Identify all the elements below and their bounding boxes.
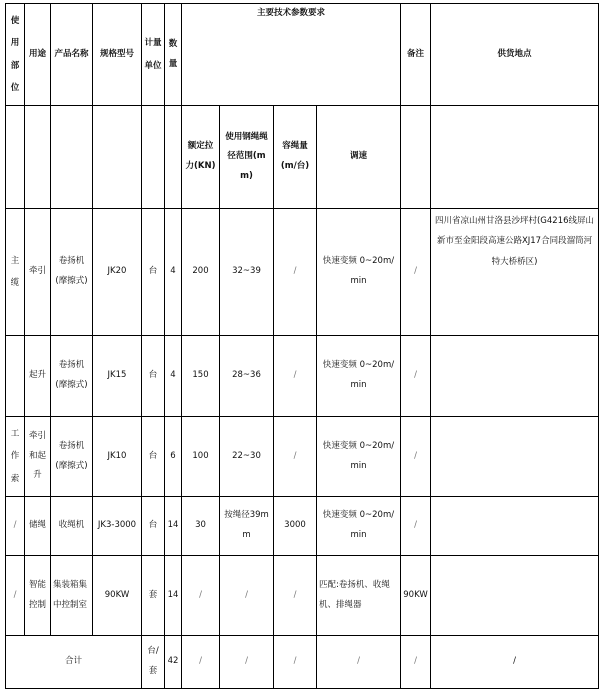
cell-qty: 6 (165, 417, 182, 497)
header-rope-range: 使用钢绳绳径范围(mm) (220, 106, 274, 209)
cell-qty: 4 (165, 336, 182, 417)
cell-remark: 90KW (401, 556, 431, 636)
cell-supply: 四川省凉山州甘洛县沙坪村(G4216线屏山新市至金阳段高速公路XJ17合同段溜筒河特大桥桥区) (431, 209, 599, 336)
cell-remark: / (401, 336, 431, 417)
table-row (6, 417, 599, 497)
cell-qty: 4 (165, 209, 182, 336)
total-label: 合计 (6, 636, 142, 689)
header-location: 使用部位 (6, 4, 25, 106)
cell-capacity: / (274, 209, 317, 336)
total-row (6, 636, 599, 689)
cell-model: JK20 (93, 209, 142, 336)
cell-unit: 台 (142, 417, 165, 497)
cell-rope: 按绳径39mm (220, 497, 274, 556)
cell-unit: 台 (142, 336, 165, 417)
cell-qty: 14 (165, 556, 182, 636)
cell-purpose: 起升 (25, 336, 51, 417)
cell-capacity: / (274, 417, 317, 497)
cell-location: / (6, 497, 25, 556)
header-unit: 计量单位 (142, 4, 165, 106)
table-row (6, 497, 599, 556)
cell-speed: 快速变频 0~20m/min (317, 417, 401, 497)
header-speed: 调速 (317, 106, 401, 209)
header-rated-pull: 额定拉力(KN) (182, 106, 220, 209)
header-quantity: 数量 (165, 4, 182, 106)
total-unit: 台/套 (142, 636, 165, 689)
cell-capacity: 3000 (274, 497, 317, 556)
cell-purpose: 牵引和起升 (25, 417, 51, 497)
cell-capacity: / (274, 336, 317, 417)
table-row (6, 556, 599, 636)
cell-product: 集装箱集中控制室 (51, 556, 93, 636)
header-product-name: 产品名称 (51, 4, 93, 106)
table-row (6, 209, 599, 336)
header-row-1 (6, 4, 599, 106)
cell-pull: / (182, 556, 220, 636)
cell-model: JK3-3000 (93, 497, 142, 556)
cell-model: JK15 (93, 336, 142, 417)
header-remark: 备注 (401, 4, 431, 106)
cell-rope: 32~39 (220, 209, 274, 336)
total-remark: / (401, 636, 431, 689)
total-speed: / (317, 636, 401, 689)
cell-location: 主缆 (6, 209, 25, 336)
cell-supply (431, 336, 599, 417)
cell-rope: / (220, 556, 274, 636)
cell-unit: 台 (142, 497, 165, 556)
header-tech-requirements: 主要技术参数要求 (182, 4, 401, 106)
cell-model: 90KW (93, 556, 142, 636)
cell-pull: 150 (182, 336, 220, 417)
total-supply: / (431, 636, 599, 689)
cell-pull: 30 (182, 497, 220, 556)
cell-unit: 台 (142, 209, 165, 336)
cell-remark: / (401, 417, 431, 497)
cell-remark: / (401, 209, 431, 336)
cell-purpose: 储绳 (25, 497, 51, 556)
cell-rope: 22~30 (220, 417, 274, 497)
cell-location: / (6, 556, 25, 636)
equipment-table (5, 3, 599, 689)
cell-supply (431, 417, 599, 497)
total-pull: / (182, 636, 220, 689)
cell-supply (431, 497, 599, 556)
cell-pull: 100 (182, 417, 220, 497)
cell-rope: 28~36 (220, 336, 274, 417)
cell-capacity: / (274, 556, 317, 636)
header-model: 规格型号 (93, 4, 142, 106)
cell-supply (431, 556, 599, 636)
total-qty: 42 (165, 636, 182, 689)
total-rope: / (220, 636, 274, 689)
cell-product: 卷扬机(摩擦式) (51, 417, 93, 497)
cell-purpose: 牵引 (25, 209, 51, 336)
cell-model: JK10 (93, 417, 142, 497)
cell-purpose: 智能控制 (25, 556, 51, 636)
total-capacity: / (274, 636, 317, 689)
cell-speed: 快速变频 0~20m/min (317, 209, 401, 336)
cell-speed: 快速变频 0~20m/min (317, 497, 401, 556)
header-rope-capacity: 容绳量(m/台) (274, 106, 317, 209)
table-row (6, 336, 599, 417)
cell-location: 工作索 (6, 417, 25, 497)
cell-qty: 14 (165, 497, 182, 556)
cell-product: 卷扬机(摩擦式) (51, 336, 93, 417)
cell-speed: 快速变频 0~20m/min (317, 336, 401, 417)
header-supply-location: 供货地点 (431, 4, 599, 106)
cell-remark: / (401, 497, 431, 556)
header-row-2 (6, 106, 599, 209)
cell-pull: 200 (182, 209, 220, 336)
cell-unit: 套 (142, 556, 165, 636)
cell-product: 收绳机 (51, 497, 93, 556)
cell-speed: 匹配:卷扬机、收绳机、排绳器 (317, 556, 401, 636)
header-purpose: 用途 (25, 4, 51, 106)
cell-product: 卷扬机(摩擦式) (51, 209, 93, 336)
cell-location (6, 336, 25, 417)
